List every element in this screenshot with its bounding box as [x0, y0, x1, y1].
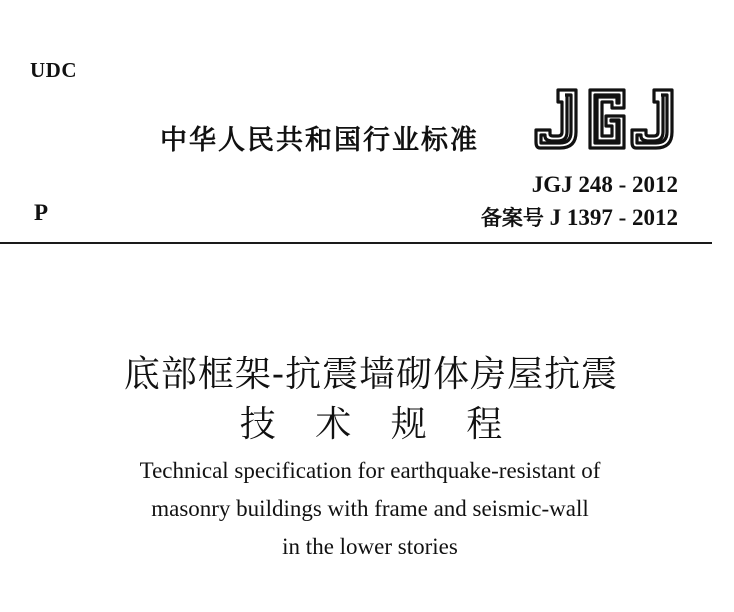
chinese-title-line-2 [0, 396, 734, 447]
header-divider [0, 242, 712, 244]
udc-label: UDC [30, 58, 77, 82]
record-number-value: J 1397 - 2012 [549, 205, 678, 230]
jgj-logo [532, 86, 680, 152]
title-char: 程 [466, 404, 503, 445]
title-char: 技 [239, 404, 276, 445]
category-code: P [34, 200, 49, 225]
record-number [481, 202, 678, 232]
record-number-label: 备案号 [480, 206, 544, 230]
standard-number: JGJ 248 - 2012 [531, 172, 678, 197]
english-title-line: in the lower stories [282, 534, 458, 559]
chinese-title-line-1: 底部框架-抗震墙砌体房屋抗震 [123, 354, 619, 395]
english-title [0, 452, 734, 566]
title-char: 术 [315, 404, 352, 445]
english-title-line: masonry buildings with frame and seismic-wall [151, 496, 589, 521]
industry-standard-heading: 中华人民共和国行业标准 [160, 125, 479, 156]
title-char: 规 [390, 404, 427, 445]
english-title-line: Technical specification for earthquake-resistant of [139, 458, 601, 483]
